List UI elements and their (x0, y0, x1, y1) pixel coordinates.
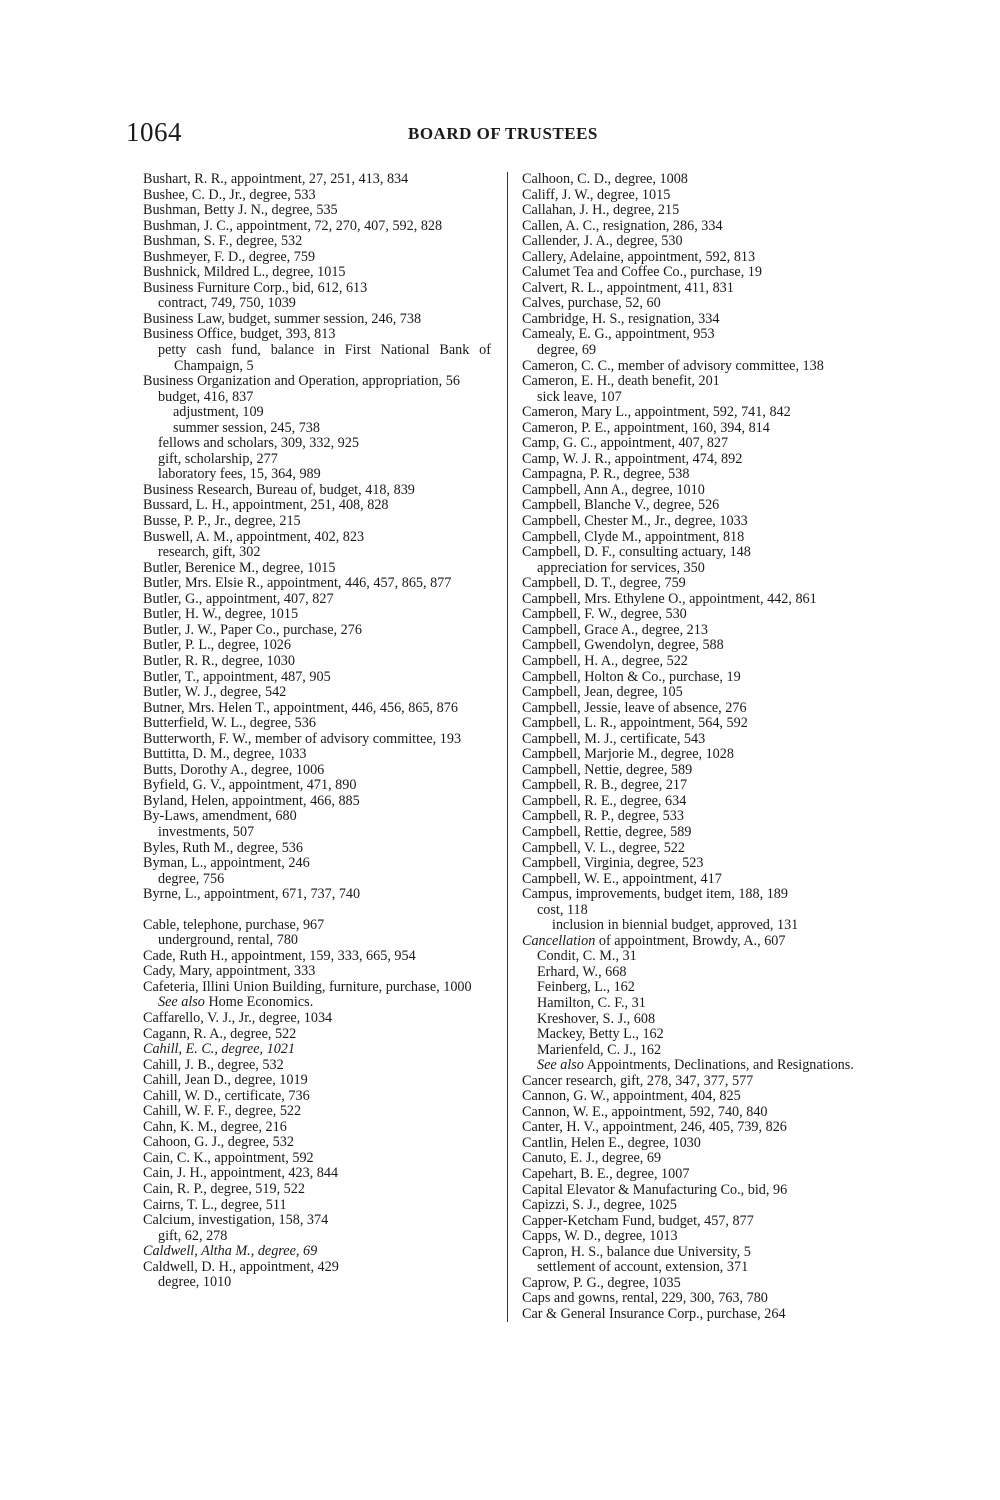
index-entry: Cahill, E. C., degree, 1021 (143, 1041, 295, 1058)
index-entry: Campbell, R. E., degree, 634 (522, 792, 687, 809)
see-also-label: See also (158, 994, 205, 1011)
index-subentry: Feinberg, L., 162 (537, 979, 635, 996)
index-entry: Butler, G., appointment, 407, 827 (143, 590, 334, 607)
index-entry: Canuto, E. J., degree, 69 (522, 1150, 662, 1167)
index-entry: Cable, telephone, purchase, 967 (143, 916, 325, 933)
index-entry: Calves, purchase, 52, 60 (522, 295, 661, 312)
index-entry: Cagann, R. A., degree, 522 (143, 1025, 297, 1042)
index-entry: Campbell, H. A., degree, 522 (522, 652, 688, 669)
index-entry: Campbell, W. E., appointment, 417 (522, 870, 722, 887)
index-entry: Campbell, R. B., degree, 217 (522, 777, 688, 794)
index-entry: Byrne, L., appointment, 671, 737, 740 (143, 886, 361, 903)
index-entry: Cahill, J. B., degree, 532 (143, 1056, 284, 1073)
index-entry: Callender, J. A., degree, 530 (522, 233, 683, 250)
index-entry: Car & General Insurance Corp., purchase, 264 (522, 1305, 786, 1322)
index-entry: Campus, improvements, budget item, 188, 189 (522, 886, 788, 903)
index-entry: Cannon, W. E., appointment, 592, 740, 840 (522, 1103, 768, 1120)
index-entry: Campbell, F. W., degree, 530 (522, 606, 687, 623)
index-subentry: cost, 118 (537, 901, 588, 918)
index-entry: Cahill, Jean D., degree, 1019 (143, 1072, 308, 1089)
index-subentry: summer session, 245, 738 (173, 419, 320, 436)
index-entry: Campbell, D. F., consulting actuary, 148 (522, 544, 751, 561)
index-entry: Caps and gowns, rental, 229, 300, 763, 780 (522, 1290, 768, 1307)
index-entry: Caprow, P. G., degree, 1035 (522, 1274, 681, 1291)
index-subentry: settlement of account, extension, 371 (537, 1259, 749, 1276)
index-entry: Callery, Adelaine, appointment, 592, 813 (522, 248, 756, 265)
index-subentry: inclusion in biennial budget, approved, 131 (552, 917, 799, 934)
index-entry: Bushmeyer, F. D., degree, 759 (143, 248, 316, 265)
index-entry: Cameron, C. C., member of advisory committee, 138 (522, 357, 824, 374)
index-entry: Campbell, Marjorie M., degree, 1028 (522, 746, 734, 763)
index-subentry: adjustment, 109 (173, 404, 264, 421)
index-entry: Business Office, budget, 393, 813 (143, 326, 336, 343)
index-entry: Cantlin, Helen E., degree, 1030 (522, 1134, 701, 1151)
index-entry: Cade, Ruth H., appointment, 159, 333, 665, 954 (143, 947, 416, 964)
index-entry: Capital Elevator & Manufacturing Co., bid, 96 (522, 1181, 788, 1198)
index-subentry: gift, 62, 278 (158, 1227, 228, 1244)
index-entry: Calumet Tea and Coffee Co., purchase, 19 (522, 264, 762, 281)
index-entry: Campbell, Holton & Co., purchase, 19 (522, 668, 741, 685)
index-entry: Cairns, T. L., degree, 511 (143, 1196, 287, 1213)
index-entry: Cancer research, gift, 278, 347, 377, 577 (522, 1072, 754, 1089)
index-subentry: Condit, C. M., 31 (537, 948, 637, 965)
index-subentry: research, gift, 302 (158, 544, 261, 561)
index-entry: Calcium, investigation, 158, 374 (143, 1212, 329, 1229)
index-entry: Camealy, E. G., appointment, 953 (522, 326, 715, 343)
index-entry: Butler, H. W., degree, 1015 (143, 606, 299, 623)
index-entry: Campbell, Jean, degree, 105 (522, 684, 683, 701)
index-subentry (522, 1058, 872, 1074)
index-entry: Cafeteria, Illini Union Building, furniture, purchase, 1000 (143, 978, 472, 995)
index-subentry: laboratory fees, 15, 364, 989 (158, 466, 321, 483)
index-subentry: gift, scholarship, 277 (158, 450, 278, 467)
index-entry: Campbell, M. J., certificate, 543 (522, 730, 706, 747)
index-entry: Calvert, R. L., appointment, 411, 831 (522, 279, 734, 296)
index-entry: Campbell, Gwendolyn, degree, 588 (522, 637, 724, 654)
index-entry: Cameron, Mary L., appointment, 592, 741, 842 (522, 404, 791, 421)
index-entry: Cady, Mary, appointment, 333 (143, 963, 316, 980)
index-subentry: appreciation for services, 350 (537, 559, 705, 576)
index-subentry: Mackey, Betty L., 162 (537, 1026, 664, 1043)
index-entry: Campbell, Virginia, degree, 523 (522, 855, 704, 872)
index-entry: Butner, Mrs. Helen T., appointment, 446, 456, 865, 876 (143, 699, 458, 716)
index-entry: Cain, R. P., degree, 519, 522 (143, 1181, 305, 1197)
index-entry: Canter, H. V., appointment, 246, 405, 739, 826 (522, 1119, 787, 1136)
index-entry: Busse, P. P., Jr., degree, 215 (143, 513, 301, 530)
index-entry: Campbell, Blanche V., degree, 526 (522, 497, 720, 514)
index-entry: Butler, P. L., degree, 1026 (143, 637, 291, 654)
index-entry: Buttitta, D. M., degree, 1033 (143, 746, 307, 763)
index-entry: Bushman, Betty J. N., degree, 535 (143, 202, 338, 219)
index-entry: Cahn, K. M., degree, 216 (143, 1118, 287, 1135)
index-subentry: Marienfeld, C. J., 162 (537, 1041, 662, 1058)
index-entry: Campbell, Chester M., Jr., degree, 1033 (522, 513, 748, 530)
index-entry: Campbell, R. P., degree, 533 (522, 808, 684, 825)
index-entry: Campbell, V. L., degree, 522 (522, 839, 685, 856)
see-also-label: See also (537, 1057, 584, 1074)
index-entry: Cahoon, G. J., degree, 532 (143, 1134, 294, 1151)
index-entry: Campbell, Jessie, leave of absence, 276 (522, 699, 747, 716)
index-entry: Butler, T., appointment, 487, 905 (143, 668, 331, 685)
index-entry: Cahill, W. D., certificate, 736 (143, 1087, 310, 1104)
index-entry: Cambridge, H. S., resignation, 334 (522, 310, 720, 327)
index-entry: Bushman, S. F., degree, 532 (143, 233, 303, 250)
see-also-target: Home Economics. (208, 994, 314, 1011)
index-entry: Caldwell, D. H., appointment, 429 (143, 1258, 339, 1275)
index-subentry: sick leave, 107 (537, 388, 622, 405)
index-entry: Butler, R. R., degree, 1030 (143, 652, 295, 669)
index-entry: Capehart, B. E., degree, 1007 (522, 1166, 690, 1182)
index-entry: Caldwell, Altha M., degree, 69 (143, 1243, 318, 1260)
column-divider (507, 172, 508, 1322)
index-entry: Campbell, Ann A., degree, 1010 (522, 481, 705, 498)
index-entry: Campbell, Mrs. Ethylene O., appointment, 442, 861 (522, 590, 817, 607)
index-subentry: underground, rental, 780 (158, 932, 299, 949)
index-entry: Business Furniture Corp., bid, 612, 613 (143, 279, 368, 296)
index-entry: Capper-Ketcham Fund, budget, 457, 877 (522, 1212, 754, 1229)
index-subentry: contract, 749, 750, 1039 (158, 295, 296, 312)
index-entry: Butterworth, F. W., member of advisory committee, 193 (143, 730, 462, 747)
index-entry: Butler, Mrs. Elsie R., appointment, 446, 457, 865, 877 (143, 575, 452, 592)
index-entry: Campagna, P. R., degree, 538 (522, 466, 690, 483)
index-entry: Butler, Berenice M., degree, 1015 (143, 559, 336, 576)
index-entry: Byles, Ruth M., degree, 536 (143, 839, 303, 856)
index-entry: Butler, W. J., degree, 542 (143, 684, 287, 701)
index-entry: Butterfield, W. L., degree, 536 (143, 715, 316, 732)
index-entry: Business Research, Bureau of, budget, 418, 839 (143, 481, 415, 498)
index-entry: Califf, J. W., degree, 1015 (522, 186, 671, 203)
index-entry: Cancellation of appointment, Browdy, A., 607 (522, 932, 786, 949)
index-subentry: petty cash fund, balance in First National Bank of Champaign, 5 (158, 342, 491, 374)
index-subentry: degree, 1010 (158, 1274, 232, 1291)
index-entry: Bussard, L. H., appointment, 251, 408, 828 (143, 497, 389, 514)
index-entry: Bushart, R. R., appointment, 27, 251, 413, 834 (143, 171, 409, 187)
index-subentry: Erhard, W., 668 (537, 963, 627, 980)
index-entry: Byman, L., appointment, 246 (143, 855, 310, 872)
index-entry: Cameron, P. E., appointment, 160, 394, 814 (522, 419, 770, 436)
index-subentry: investments, 507 (158, 823, 255, 840)
index-entry: Campbell, Nettie, degree, 589 (522, 761, 693, 778)
index-entry: Camp, W. J. R., appointment, 474, 892 (522, 450, 743, 467)
index-subentry: Kreshover, S. J., 608 (537, 1010, 656, 1027)
index-column-right (522, 172, 872, 1322)
index-entry: Caffarello, V. J., Jr., degree, 1034 (143, 1009, 333, 1026)
index-entry: Campbell, D. T., degree, 759 (522, 575, 686, 592)
index-entry: Business Law, budget, summer session, 246, 738 (143, 310, 422, 327)
index-subentry: budget, 416, 837 (158, 388, 254, 405)
index-subentry: Hamilton, C. F., 31 (537, 994, 646, 1011)
index-entry: Bushee, C. D., Jr., degree, 533 (143, 186, 316, 203)
index-column-left (143, 172, 491, 1291)
index-entry: Buswell, A. M., appointment, 402, 823 (143, 528, 365, 545)
index-entry: Butts, Dorothy A., degree, 1006 (143, 761, 325, 778)
index-subentry: fellows and scholars, 309, 332, 925 (158, 435, 359, 452)
index-entry: Calhoon, C. D., degree, 1008 (522, 171, 688, 187)
index-entry: Bushman, J. C., appointment, 72, 270, 407, 592, 828 (143, 217, 443, 234)
entry-lead-word: Cancellation (522, 932, 596, 949)
index-entry: Byfield, G. V., appointment, 471, 890 (143, 777, 357, 794)
index-subentry: degree, 756 (158, 870, 225, 887)
index-subentry (143, 995, 491, 1011)
index-entry: Capps, W. D., degree, 1013 (522, 1228, 678, 1245)
index-entry: Cannon, G. W., appointment, 404, 825 (522, 1088, 741, 1105)
index-entry: Bushnick, Mildred L., degree, 1015 (143, 264, 346, 281)
index-entry: Butler, J. W., Paper Co., purchase, 276 (143, 621, 362, 638)
see-also-target: Appointments, Declinations, and Resignations. (586, 1057, 854, 1074)
index-entry: Camp, G. C., appointment, 407, 827 (522, 435, 729, 452)
index-entry: Campbell, Grace A., degree, 213 (522, 621, 708, 638)
index-entry: Cahill, W. F. F., degree, 522 (143, 1103, 302, 1120)
index-entry: Cain, C. K., appointment, 592 (143, 1149, 314, 1166)
index-entry: Cain, J. H., appointment, 423, 844 (143, 1165, 339, 1182)
index-entry: Byland, Helen, appointment, 466, 885 (143, 792, 360, 809)
index-entry: By-Laws, amendment, 680 (143, 808, 297, 825)
page-number: 1064 (126, 117, 182, 147)
index-entry: Campbell, Clyde M., appointment, 818 (522, 528, 745, 545)
index-entry: Callahan, J. H., degree, 215 (522, 202, 680, 219)
index-entry: Campbell, Rettie, degree, 589 (522, 823, 692, 840)
index-entry: Callen, A. C., resignation, 286, 334 (522, 217, 723, 234)
index-entry: Campbell, L. R., appointment, 564, 592 (522, 715, 748, 732)
index-entry: Cameron, E. H., death benefit, 201 (522, 373, 720, 390)
index-entry: Capizzi, S. J., degree, 1025 (522, 1197, 677, 1214)
index-subentry: degree, 69 (537, 342, 597, 359)
index-entry: Business Organization and Operation, appropriation, 56 (143, 373, 460, 390)
running-head: BOARD OF TRUSTEES (408, 124, 598, 143)
index-entry: Capron, H. S., balance due University, 5 (522, 1243, 751, 1260)
